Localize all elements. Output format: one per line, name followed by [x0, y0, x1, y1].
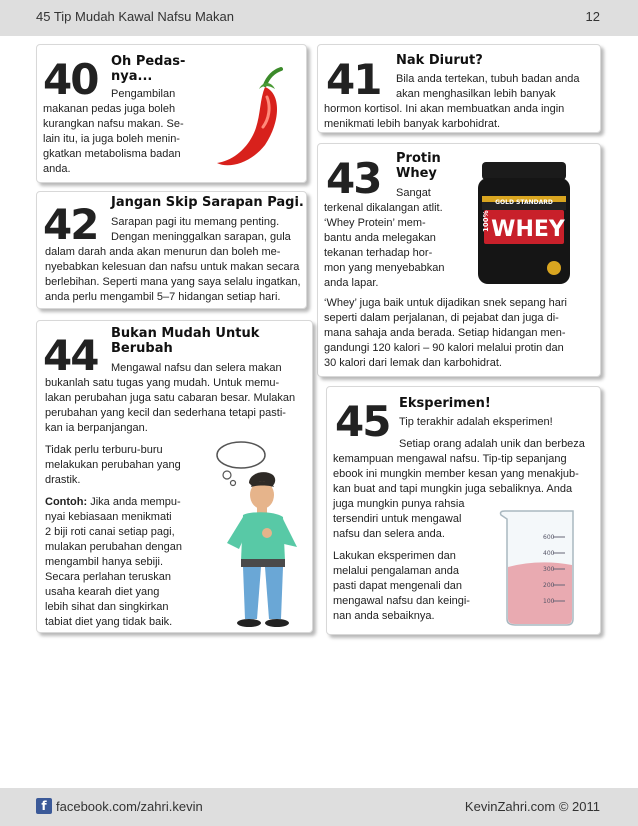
tip-41-number: 41 [326, 55, 381, 104]
tip-44-number: 44 [43, 331, 98, 380]
tip-45-number: 45 [335, 397, 390, 446]
tip-43-card [317, 143, 601, 377]
tip-44-body-a: Mengawal nafsu dan selera makan bukanlah satu tugas yang mudah. Untuk memu- lakan perubahan juga satu cabaran besar. Mulakan perubahan yang kecil dan sederhana tetapi pasti- kan ia berpanjangan. [45, 362, 296, 434]
tip-42-body: Sarapan pagi itu memang penting. Dengan meninggalkan sarapan, gula dalam darah anda akan menurun dan boleh me- nyebabkan kelesuan dan nafsu untuk makan secara berlebihan. Seperti mana yang saya selalu ingatkan, anda perlu mengambil 5–7 hidangan setiap hari. [45, 216, 301, 303]
tip-40-body: Pengambilan makanan pedas juga boleh kurangkan nafsu makan. Se- lain itu, ia juga boleh menin- gkatkan metabolisma badan anda. [43, 88, 184, 175]
tip-44-body-b: Tidak perlu terburu-buru melakukan perubahan yang drastik. [45, 444, 181, 486]
tub-top-text: GOLD STANDARD [495, 199, 553, 206]
tip-42-number: 42 [43, 200, 98, 249]
tip-40-number: 40 [43, 55, 98, 104]
header-bar [0, 0, 638, 36]
tip-41-card [317, 44, 601, 133]
tip-43-body-b: ‘Whey’ juga baik untuk dijadikan snek sepang hari seperti dalam perjalanan, di pejabat dan juga di- mana sahaja anda berada. Setiap hidangan men- gandungi 120 kalori – 90 kalori melalui protin dan 30 kalori dari lemak dan karbohidrat. [324, 297, 567, 369]
page-number: 12 [585, 9, 600, 24]
beaker-mark-200: 200 [543, 582, 555, 589]
measuring-beaker-image [493, 507, 589, 629]
footer-bar [0, 788, 638, 826]
tip-41-body: Bila anda tertekan, tubuh badan anda akan menghasilkan lebih banyak hormon kortisol. Ini akan membuatkan anda ingin menikmati lebih banyak karbohidrat. [324, 73, 580, 130]
beaker-mark-400: 400 [543, 550, 555, 557]
tip-44-title-2: Berubah [111, 341, 173, 356]
tip-45-title: Eksperimen! [399, 396, 491, 411]
tip-45-card [326, 386, 601, 635]
facebook-url: facebook.com/zahri.kevin [56, 798, 203, 814]
facebook-link[interactable] [36, 798, 203, 814]
beaker-mark-300: 300 [543, 566, 555, 573]
facebook-icon: f [36, 798, 52, 814]
tip-42-card [36, 191, 307, 309]
tip-40-card [36, 44, 307, 183]
tip-44-title-1: Bukan Mudah Untuk [111, 326, 260, 341]
book-title: 45 Tip Mudah Kawal Nafsu Makan [36, 9, 234, 24]
tip-44-body-c: Contoh: Jika anda mempu- nyai kebiasaan menikmati 2 biji roti canai setiap pagi, mulakan perubahan dengan mengambil hanya sebiji. Secara perlahan teruskan usaha kearah diet yang lebih sihat dan singkirkan tabiat diet yang tidak baik. [45, 496, 183, 628]
tip-42-title: Jangan Skip Sarapan Pagi. [111, 195, 304, 210]
tip-40-title-1: Oh Pedas- [111, 54, 186, 69]
tip-43-body-a: Sangat terkenal dikalangan atlit. ‘Whey Protein’ mem- bantu anda melegakan tekanan terhadap hor- mon yang menyebabkan anda lapar. [324, 187, 445, 289]
beaker-mark-600: 600 [543, 534, 555, 541]
tip-41-title: Nak Diurut? [396, 53, 483, 68]
tip-43-title-2: Whey [396, 166, 437, 181]
beaker-mark-100: 100 [543, 598, 555, 605]
tip-40-title-2: nya... [111, 69, 153, 84]
tip-43-number: 43 [326, 154, 381, 203]
example-label: Contoh: [45, 496, 88, 508]
copyright-text: KevinZahri.com © 2011 [464, 799, 600, 814]
tub-side-text: 100% [482, 210, 490, 232]
tub-whey-text: WHEY [491, 217, 565, 242]
whey-protein-tub-image [474, 158, 574, 288]
chili-pepper-image [209, 63, 301, 175]
tip-43-title-1: Protin [396, 151, 441, 166]
thinking-man-cartoon [187, 439, 309, 629]
tip-45-body: Tip terakhir adalah eksperimen! Setiap orang adalah unik dan berbeza kemampuan mengawal nafsu. Tip-tip sepanjang ebook ini mungkin member kesan yang menakjub- kan buat and tapi mungkin juga sebaliknya. Anda juga mungkin punya rahsia tersendiri untuk mengawal nafsu dan selera anda. Lakukan eksperimen dan melalui pengalaman anda pasti dapat mengenali dan mengawal nafsu dan keingi- nan anda sebaiknya. [333, 416, 585, 622]
tip-44-card [36, 320, 313, 633]
